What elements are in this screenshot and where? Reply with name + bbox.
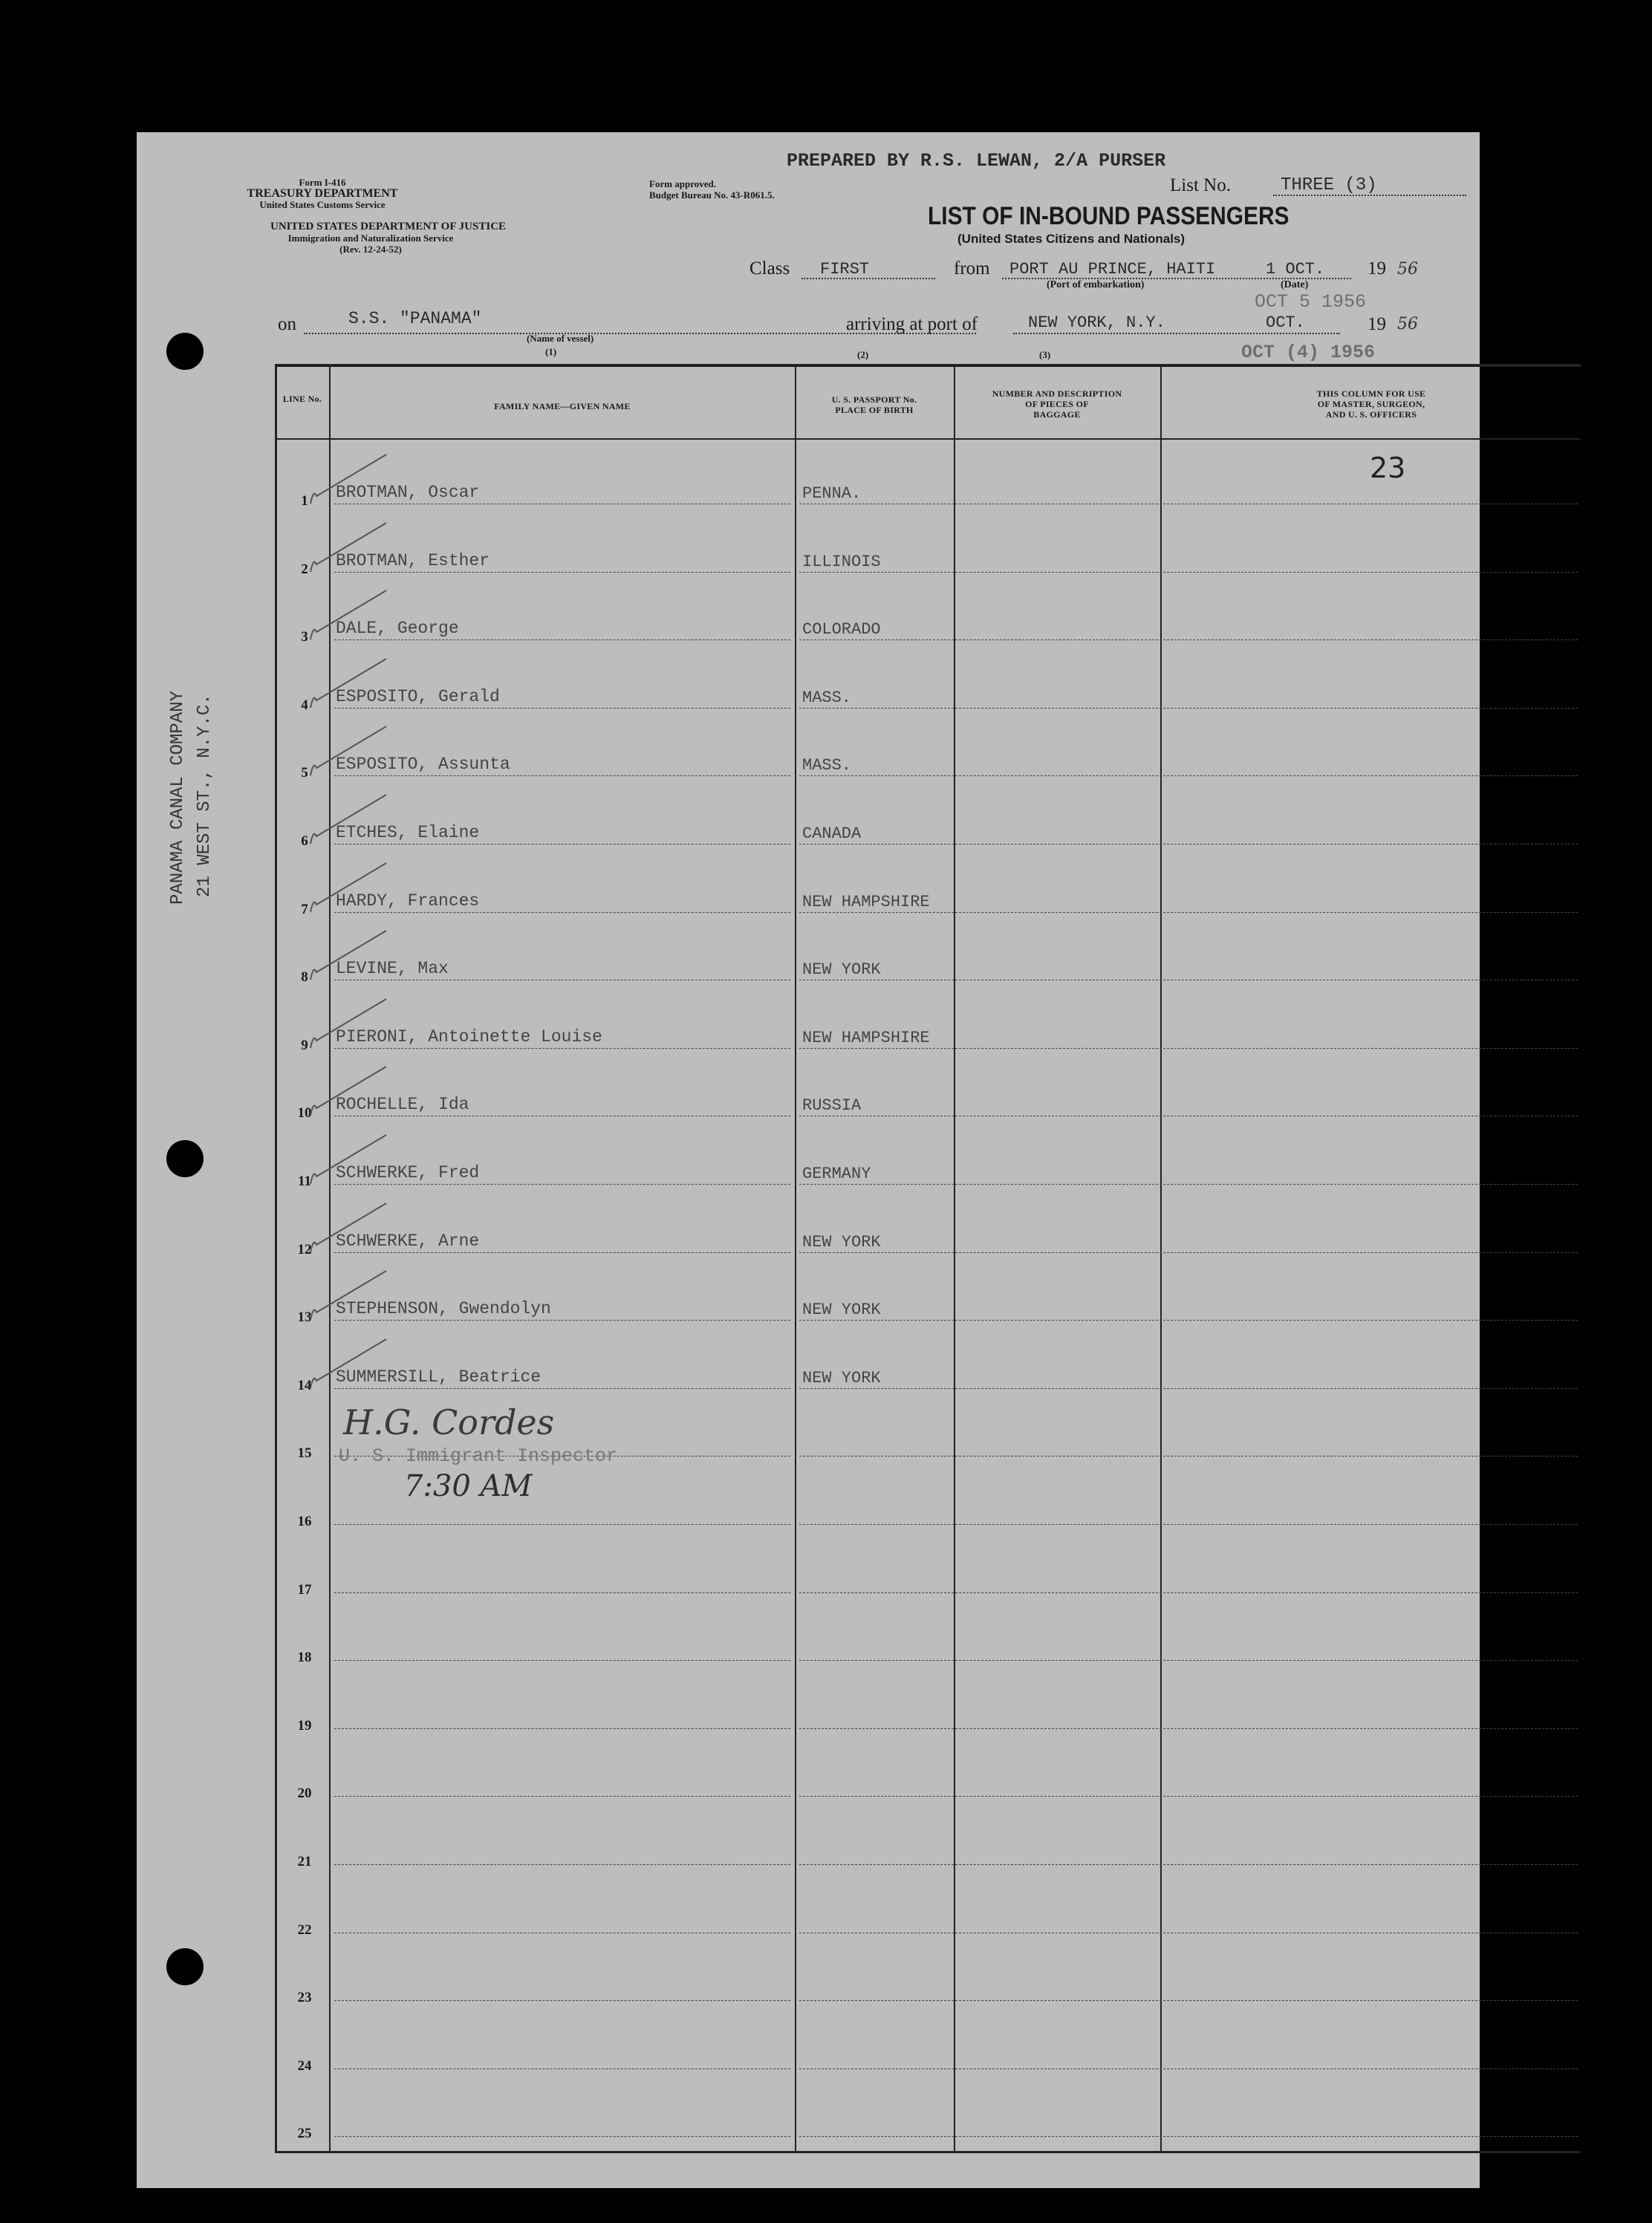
row-rule-name — [334, 1728, 790, 1729]
form-number — [226, 177, 419, 210]
row-line-number: 19 — [297, 1718, 312, 1734]
arrival-date: OCT. — [1266, 313, 1305, 332]
row-rule-details — [799, 1728, 1578, 1729]
row-line-number: 23 — [297, 1990, 312, 2005]
passenger-name: LEVINE, Max — [336, 959, 449, 978]
row-rule-details — [799, 708, 1578, 709]
row-rule-details — [799, 639, 1578, 640]
passenger-name: ETCHES, Elaine — [336, 823, 480, 842]
header-line-no-text: LINE No. — [282, 394, 322, 404]
prepared-by: PREPARED BY R.S. LEWAN, 2/A PURSER — [787, 150, 1166, 172]
row-line-number: 21 — [297, 1854, 312, 1869]
row-rule-name — [334, 1320, 790, 1321]
row-line-number: 18 — [297, 1650, 312, 1665]
caption-3: (3) — [1039, 349, 1051, 360]
header-baggage-3: BAGGAGE — [1033, 409, 1081, 420]
row-rule-name — [334, 775, 790, 776]
form-approved: Form approved. — [649, 178, 717, 189]
year-prefix-2: 19 — [1368, 314, 1386, 334]
row-line-number: 22 — [297, 1922, 312, 1938]
row-rule-name — [334, 1388, 790, 1389]
row-rule-name — [334, 1660, 790, 1661]
passenger-name: PIERONI, Antoinette Louise — [336, 1027, 602, 1047]
year-suffix-1: 56 — [1397, 260, 1418, 279]
arrival-port: NEW YORK, N.Y. — [1028, 313, 1165, 332]
place-of-birth: NEW HAMPSHIRE — [802, 893, 930, 911]
passenger-name: SCHWERKE, Fred — [336, 1163, 480, 1182]
caption-1: (1) — [545, 346, 557, 357]
vessel-name: S.S. "PANAMA" — [348, 309, 482, 328]
binder-hole-bottom — [166, 1948, 204, 1985]
on-label: on — [278, 314, 296, 334]
budget-bureau: Budget Bureau No. 43-R061.5. — [649, 189, 775, 201]
row-rule-details — [799, 1252, 1578, 1253]
year-prefix-1: 19 — [1368, 258, 1386, 279]
table-top-rule — [275, 364, 1581, 367]
manifest-page — [137, 132, 1480, 2188]
port-embarkation-caption: (Port of embarkation) — [1047, 279, 1145, 290]
header-officers — [1163, 388, 1579, 420]
row-rule-details — [799, 1660, 1578, 1661]
passenger-name: HARDY, Frances — [336, 891, 480, 911]
header-passport-2: PLACE OF BIRTH — [835, 405, 914, 415]
row-line-number: 5 — [301, 765, 308, 781]
place-of-birth: NEW YORK — [802, 1233, 881, 1252]
row-line-number: 1 — [301, 493, 308, 509]
year-suffix-2: 56 — [1397, 315, 1418, 333]
passenger-name: BROTMAN, Oscar — [336, 483, 480, 502]
row-rule-details — [799, 2136, 1578, 2137]
side-stamp-company: PANAMA CANAL COMPANY — [168, 690, 188, 905]
row-line-number: 4 — [301, 697, 308, 713]
table-header-rule — [275, 438, 1581, 440]
inspector-title: U. S. Immigrant Inspector — [339, 1445, 618, 1467]
form-title: LIST OF IN-BOUND PASSENGERS — [928, 202, 1290, 230]
row-rule-details — [799, 775, 1578, 776]
list-no-value: THREE (3) — [1281, 175, 1377, 195]
row-rule-details — [799, 2000, 1578, 2001]
row-rule-details — [799, 1184, 1578, 1185]
row-rule-details — [799, 912, 1578, 913]
row-rule-name — [334, 639, 790, 640]
header-passport — [798, 394, 951, 415]
place-of-birth: COLORADO — [802, 620, 881, 639]
place-of-birth: GERMANY — [802, 1165, 871, 1183]
check-mark-icon — [306, 792, 395, 855]
place-of-birth: PENNA. — [802, 484, 862, 503]
arrival-port-dots — [1013, 333, 1340, 334]
caption-2: (2) — [857, 349, 869, 360]
row-rule-name — [334, 1592, 790, 1593]
row-rule-details — [799, 1864, 1578, 1865]
check-mark-icon — [306, 452, 395, 515]
check-mark-icon — [306, 1336, 395, 1399]
row-line-number: 25 — [297, 2126, 312, 2141]
row-rule-details — [799, 1796, 1578, 1797]
check-mark-icon — [306, 1268, 395, 1331]
row-line-number: 20 — [297, 1786, 312, 1801]
from-label: from — [954, 258, 990, 279]
place-of-birth: NEW YORK — [802, 1301, 881, 1319]
header-name: FAMILY NAME—GIVEN NAME — [494, 401, 631, 411]
row-line-number: 13 — [297, 1309, 312, 1325]
revision: (Rev. 12-24-52) — [339, 244, 402, 255]
date-stamp-2: OCT (4) 1956 — [1241, 342, 1376, 363]
row-rule-name — [334, 1252, 790, 1253]
justice-block — [270, 221, 507, 255]
date-caption: (Date) — [1281, 279, 1309, 290]
row-rule-name — [334, 1864, 790, 1865]
place-of-birth: MASS. — [802, 756, 852, 775]
check-mark-icon — [306, 928, 395, 991]
customs-service: United States Customs Service — [259, 199, 386, 210]
departure-date: 1 OCT. — [1266, 260, 1325, 279]
row-rule-details — [799, 1048, 1578, 1049]
row-line-number: 6 — [301, 833, 308, 849]
col-divider-2 — [795, 365, 796, 2152]
class-label: Class — [749, 258, 790, 279]
row-line-number: 11 — [298, 1174, 311, 1189]
col-divider-3 — [954, 365, 955, 2152]
ins-service: Immigration and Naturalization Service — [287, 232, 454, 244]
arriving-label: arriving at port of — [846, 314, 978, 334]
list-no-label: List No. — [1170, 175, 1231, 195]
check-mark-icon — [306, 1064, 395, 1127]
row-rule-name — [334, 1184, 790, 1185]
passenger-name: STEPHENSON, Gwendolyn — [336, 1299, 551, 1318]
row-rule-name — [334, 2000, 790, 2001]
binder-hole-middle — [166, 1140, 204, 1177]
check-mark-icon — [306, 520, 395, 583]
row-rule-name — [334, 1048, 790, 1049]
form-no: Form I-416 — [299, 177, 346, 188]
header-officers-1: THIS COLUMN FOR USE — [1316, 388, 1426, 399]
passenger-name: BROTMAN, Esther — [336, 551, 490, 570]
binder-hole-top — [166, 333, 204, 370]
passenger-name: ESPOSITO, Gerald — [336, 687, 500, 706]
place-of-birth: ILLINOIS — [802, 553, 881, 571]
passenger-name: SUMMERSILL, Beatrice — [336, 1367, 542, 1387]
row-rule-details — [799, 1320, 1578, 1321]
date-stamp-1: OCT 5 1956 — [1255, 291, 1367, 313]
check-mark-icon — [306, 656, 395, 719]
place-of-birth: CANADA — [802, 824, 862, 843]
from-value: PORT AU PRINCE, HAITI — [1009, 260, 1216, 279]
row-rule-details — [799, 572, 1578, 573]
header-baggage-2: OF PIECES OF — [1025, 399, 1089, 409]
place-of-birth: NEW HAMPSHIRE — [802, 1029, 930, 1047]
passenger-name: DALE, George — [336, 619, 459, 638]
header-officers-2: OF MASTER, SURGEON, — [1317, 399, 1425, 409]
inspection-time: 7:30 AM — [404, 1469, 533, 1503]
form-subtitle: (United States Citizens and Nationals) — [957, 232, 1186, 246]
row-line-number: 7 — [301, 902, 308, 917]
row-line-number: 3 — [301, 629, 308, 645]
row-line-number: 15 — [297, 1445, 312, 1461]
row-line-number: 12 — [297, 1242, 312, 1257]
row-rule-name — [334, 1796, 790, 1797]
check-mark-icon — [306, 723, 395, 787]
row-rule-name — [334, 1524, 790, 1525]
row-line-number: 16 — [297, 1514, 312, 1529]
row-rule-details — [799, 1388, 1578, 1389]
place-of-birth: NEW YORK — [802, 1369, 881, 1387]
side-stamp-address: 21 WEST ST., N.Y.C. — [195, 694, 215, 897]
header-officers-3: AND U. S. OFFICERS — [1325, 409, 1417, 420]
passenger-name: SCHWERKE, Arne — [336, 1231, 480, 1251]
header-passport-1: U. S. PASSPORT No. — [831, 394, 917, 405]
col-divider-4 — [1160, 365, 1162, 2152]
row-line-number: 24 — [297, 2058, 312, 2074]
passenger-name: ROCHELLE, Ida — [336, 1095, 469, 1114]
row-rule-details — [799, 1524, 1578, 1525]
header-baggage-1: NUMBER AND DESCRIPTION — [992, 388, 1122, 399]
row-rule-name — [334, 2136, 790, 2137]
row-line-number: 17 — [297, 1582, 312, 1598]
row-line-number: 9 — [301, 1038, 308, 1053]
class-value: FIRST — [820, 260, 870, 279]
vessel-caption: (Name of vessel) — [527, 333, 594, 344]
row-rule-name — [334, 572, 790, 573]
header-baggage — [957, 388, 1157, 420]
header-line-no — [279, 394, 325, 404]
row-line-number: 10 — [297, 1105, 312, 1121]
inspector-signature: H.G. Cordes — [343, 1402, 555, 1442]
row-rule-details — [799, 1592, 1578, 1593]
page-count-note: 23 — [1370, 452, 1406, 484]
table-bottom-rule — [275, 2151, 1581, 2153]
treasury-dept: TREASURY DEPARTMENT — [247, 187, 398, 200]
place-of-birth: MASS. — [802, 689, 852, 707]
row-line-number: 14 — [297, 1378, 312, 1393]
row-rule-name — [334, 912, 790, 913]
justice-dept: UNITED STATES DEPARTMENT OF JUSTICE — [270, 221, 507, 232]
table-left-border — [275, 365, 277, 2152]
form-approved-block — [649, 178, 775, 201]
check-mark-icon — [306, 996, 395, 1059]
check-mark-icon — [306, 860, 395, 923]
check-mark-icon — [306, 1132, 395, 1195]
row-rule-name — [334, 708, 790, 709]
place-of-birth: RUSSIA — [802, 1096, 862, 1115]
check-mark-icon — [306, 588, 395, 651]
row-line-number: 8 — [301, 969, 308, 985]
row-line-number: 2 — [301, 562, 308, 577]
place-of-birth: NEW YORK — [802, 960, 881, 979]
check-mark-icon — [306, 1200, 395, 1263]
passenger-name: ESPOSITO, Assunta — [336, 755, 510, 774]
